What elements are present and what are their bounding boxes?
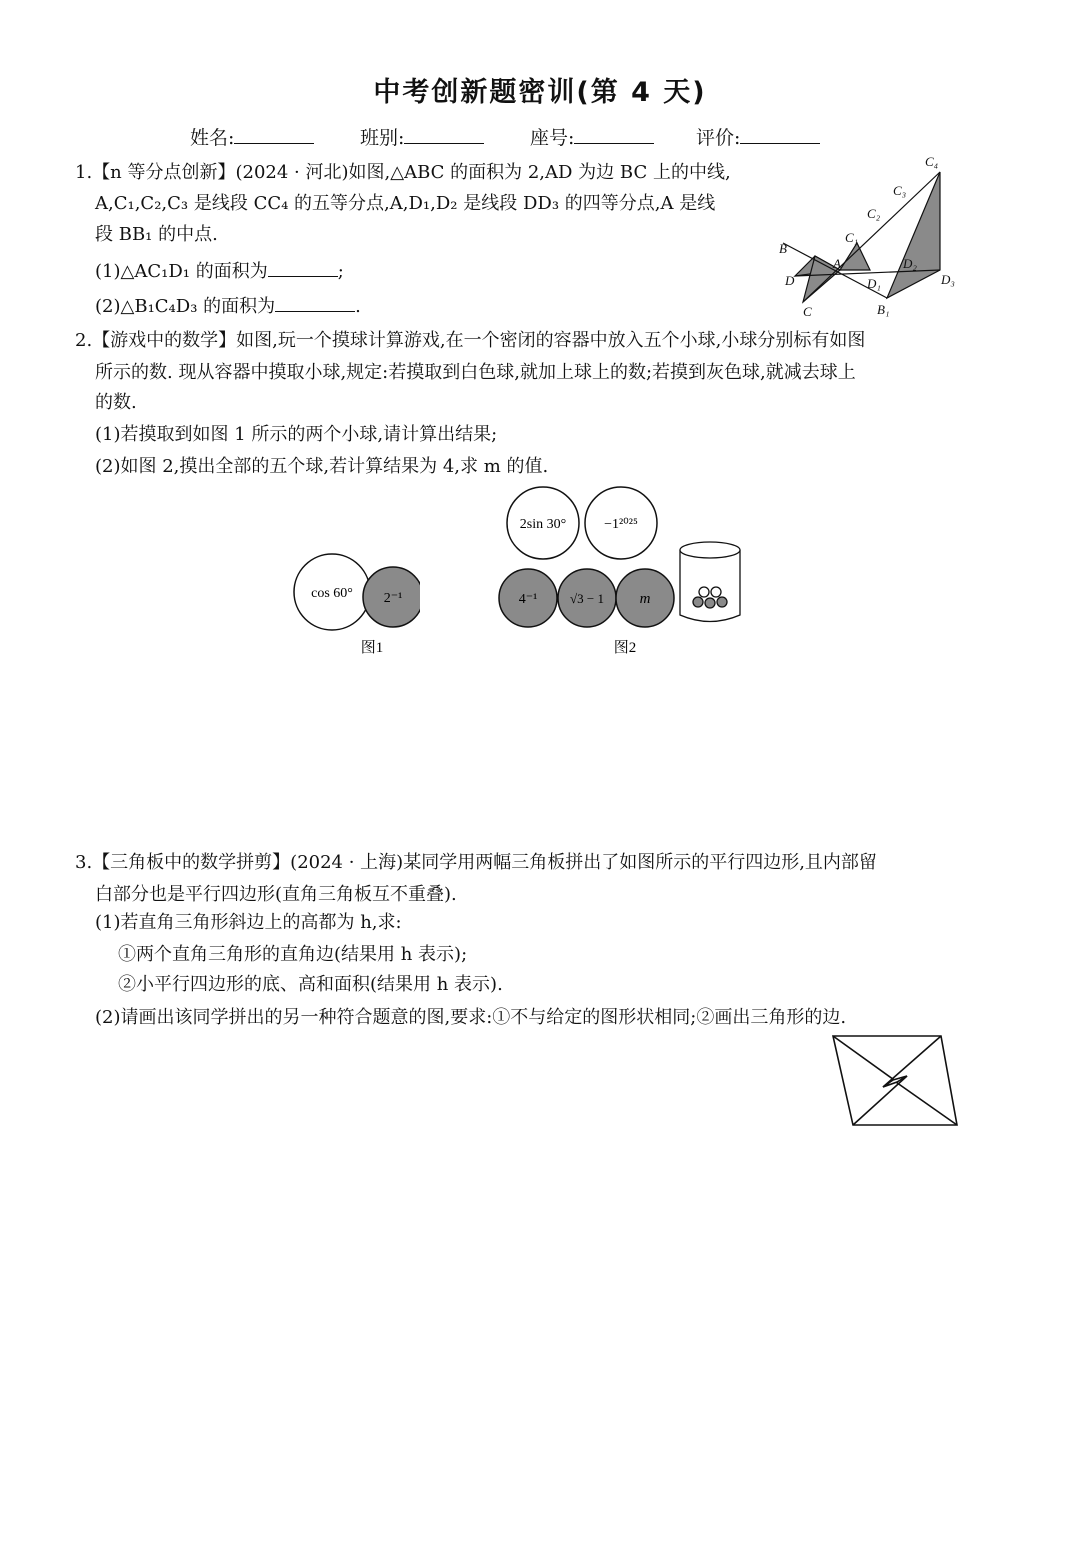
- class-field[interactable]: [360, 123, 484, 150]
- gray-ball-label: 2⁻¹: [383, 591, 403, 606]
- seat-field[interactable]: [530, 123, 654, 150]
- seat-label: 座号:: [530, 127, 575, 149]
- label-c4: C₄: [925, 154, 939, 169]
- grade-field[interactable]: [696, 123, 820, 150]
- q1-part2-answer-blank[interactable]: [275, 293, 355, 312]
- triangle-ac1d1: [840, 243, 870, 270]
- q1-line2: A,C₁,C₂,C₃ 是线段 CC₄ 的五等分点,A,D₁,D₂ 是线段 DD₃ 的四等分点,A 是线: [95, 193, 716, 214]
- q1-part1-end: ;: [337, 261, 344, 282]
- label-c3: C₃: [893, 183, 907, 198]
- q2-line1: 2.【游戏中的数学】如图,玩一个摸球计算游戏,在一个密闭的容器中放入五个小球,小球分别标有如图: [75, 330, 866, 351]
- q1-part2-end: .: [355, 296, 361, 317]
- container-jar: [680, 542, 740, 622]
- figure-2-caption: 图2: [613, 640, 637, 656]
- gray-ball-2-label: √3 − 1: [570, 591, 604, 606]
- q1-part2: [95, 292, 361, 318]
- q1-triangle-figure: [775, 150, 965, 320]
- name-field[interactable]: [190, 123, 314, 150]
- q3-part1-b: ②小平行四边形的底、高和面积(结果用 h 表示).: [118, 974, 503, 995]
- grade-label: 评价:: [696, 127, 741, 149]
- q1-part1: [95, 257, 344, 283]
- label-d: D: [785, 273, 795, 288]
- q3-part1-a: ①两个直角三角形的直角边(结果用 h 表示);: [118, 944, 468, 965]
- q1-part1-answer-blank[interactable]: [268, 258, 338, 277]
- figure-1-caption: 图1: [360, 640, 384, 656]
- name-label: 姓名:: [190, 127, 235, 149]
- label-b1: B₁: [877, 302, 890, 317]
- label-a: A: [833, 256, 841, 271]
- label-d2: D₂: [903, 256, 917, 271]
- gray-ball-1-label: 4⁻¹: [518, 592, 538, 607]
- q2-part1: (1)若摸取到如图 1 所示的两个小球,请计算出结果;: [95, 424, 498, 445]
- q3-part2: (2)请画出该同学拼出的另一种符合题意的图,要求:①不与给定的图形状相同;②画出三角形的边.: [95, 1007, 847, 1028]
- class-label: 班别:: [360, 127, 405, 149]
- label-b: B: [779, 241, 787, 256]
- q1-part2-text: (2)△B₁C₄D₃ 的面积为: [95, 296, 276, 317]
- q2-part2: (2)如图 2,摸出全部的五个球,若计算结果为 4,求 m 的值.: [95, 456, 549, 477]
- figure-2: [498, 480, 748, 662]
- q3-parallelogram-figure: [825, 1030, 965, 1130]
- white-ball-label: cos 60°: [311, 586, 353, 601]
- q3-line2: 白部分也是平行四边形(直角三角板互不重叠).: [95, 884, 457, 905]
- label-c1: C₁: [845, 230, 859, 245]
- q1-part1-text: (1)△AC₁D₁ 的面积为: [95, 261, 268, 282]
- q2-line2: 所示的数. 现从容器中摸取小球,规定:若摸取到白色球,就加上球上的数;若摸到灰色球,就减去球上: [95, 362, 856, 383]
- white-ball-1-label: 2sin 30°: [519, 517, 567, 532]
- gray-ball-3-label: m: [639, 591, 651, 607]
- label-c2: C₂: [867, 206, 881, 221]
- q3-part1: (1)若直角三角形斜边上的高都为 h,求:: [95, 912, 402, 933]
- label-d1: D₁: [867, 276, 881, 291]
- q1-line3: 段 BB₁ 的中点.: [95, 224, 218, 245]
- figure-1: [290, 550, 420, 660]
- label-d3: D₃: [941, 272, 955, 287]
- q1-line1: 1.【n 等分点创新】(2024 · 河北)如图,△ABC 的面积为 2,AD 为边 BC 上的中线,: [75, 162, 731, 183]
- label-c: C: [803, 304, 812, 319]
- page-title: 中考创新题密训(第 4 天): [373, 77, 707, 108]
- white-ball-2-label: −1²⁰²⁵: [604, 517, 638, 532]
- q3-line1: 3.【三角板中的数学拼剪】(2024 · 上海)某同学用两幅三角板拼出了如图所示的平行四边形,且内部留: [75, 852, 877, 873]
- q2-line3: 的数.: [95, 392, 137, 413]
